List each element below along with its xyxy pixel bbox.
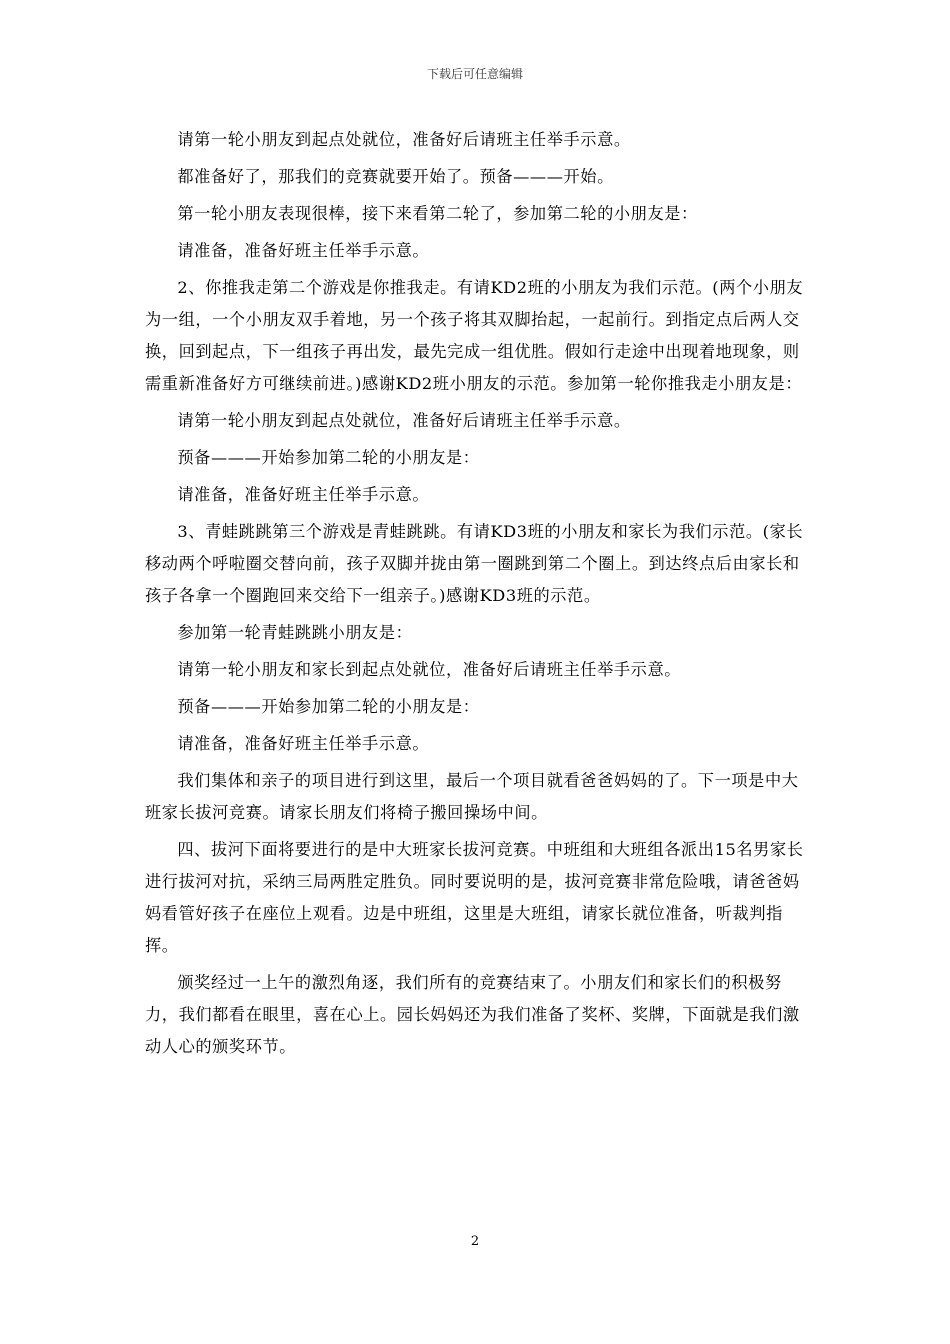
paragraph: 请准备，准备好班主任举手示意。: [177, 241, 430, 260]
document-body: [145, 124, 805, 1068]
page-number: 2: [470, 1234, 480, 1249]
paragraph: 请第一轮小朋友和家长到起点处就位，准备好后请班主任举手示意。: [177, 660, 682, 679]
paragraph: 2、你推我走第二个游戏是你推我走。有请KD2班的小朋友为我们示范。(两个小朋友为一组，一个小朋友双手着地，另一个孩子将其双脚抬起，一起前行。到指定点后两人交换，回到起点，下一组孩子再出发，最先完成一组优胜。假如行走途中出现着地现象，则需重新准备好方可继续前进。)感谢KD2班小朋友的示范。参加第一轮你推我走小朋友是：: [145, 278, 804, 393]
paragraph: 预备———开始参加第二轮的小朋友是：: [177, 697, 480, 716]
paragraph: 第一轮小朋友表现很棒，接下来看第二轮了，参加第二轮的小朋友是：: [177, 204, 698, 223]
paragraph: 请准备，准备好班主任举手示意。: [177, 734, 430, 753]
page-header: 下载后可任意编辑: [426, 67, 523, 81]
paragraph: 请第一轮小朋友到起点处就位，准备好后请班主任举手示意。: [177, 411, 631, 430]
paragraph: 我们集体和亲子的项目进行到这里，最后一个项目就看爸爸妈妈的了。下一项是中大班家长拔河竞赛。请家长朋友们将椅子搬回操场中间。: [145, 771, 799, 822]
paragraph: 都准备好了，那我们的竞赛就要开始了。预备———开始。: [177, 167, 614, 186]
paragraph: 参加第一轮青蛙跳跳小朋友是：: [177, 623, 413, 642]
paragraph: 3、青蛙跳跳第三个游戏是青蛙跳跳。有请KD3班的小朋友和家长为我们示范。(家长移动两个呼啦圈交替向前，孩子双脚并拢由第一圈跳到第二个圈上。到达终点后由家长和孩子各拿一个圈跑回来交给下一组亲子。)感谢KD3班的示范。: [145, 522, 804, 605]
paragraph: 预备———开始参加第二轮的小朋友是：: [177, 448, 480, 467]
paragraph: 请第一轮小朋友到起点处就位，准备好后请班主任举手示意。: [177, 130, 631, 149]
paragraph: 四、拔河下面将要进行的是中大班家长拔河竞赛。中班组和大班组各派出15名男家长进行拔河对抗，采纳三局两胜定胜负。同时要说明的是，拔河竞赛非常危险哦，请爸爸妈妈看管好孩子在座位上观看。边是中班组，这里是大班组，请家长就位准备，听裁判指挥。: [145, 840, 804, 955]
paragraph: 颁奖经过一上午的激烈角逐，我们所有的竞赛结束了。小朋友们和家长们的积极努力，我们都看在眼里，喜在心上。园长妈妈还为我们准备了奖杯、奖牌，下面就是我们激动人心的颁奖环节。: [145, 973, 800, 1056]
paragraph: 请准备，准备好班主任举手示意。: [177, 485, 430, 504]
